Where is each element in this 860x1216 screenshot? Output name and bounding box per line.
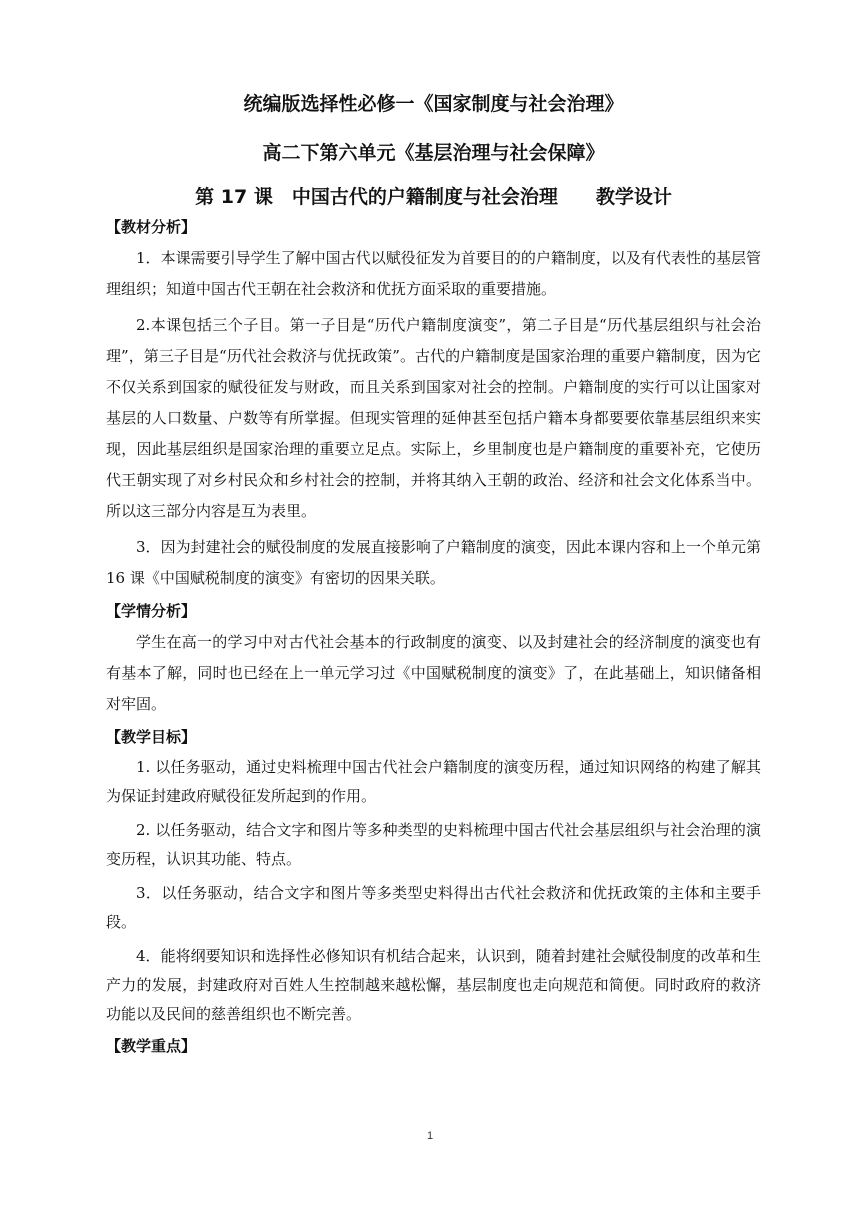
- paragraph: 学生在高一的学习中对古代社会基本的行政制度的演变、以及封建社会的经济制度的演变也有有基本了解，同时也已经在上一单元学习过《中国赋税制度的演变》了，在此基础上，知识储备相对牢固。: [106, 633, 761, 713]
- section-heading: 【学情分析】: [106, 602, 197, 620]
- paragraph: 1．本课需要引导学生了解中国古代以赋役征发为首要目的的户籍制度，以及有代表性的基层管理组织；知道中国古代王朝在社会救济和优抚方面采取的重要措施。: [106, 249, 761, 298]
- page-number: 1: [426, 1130, 434, 1142]
- section-heading: 【教学重点】: [106, 1037, 197, 1055]
- section-heading: 【教材分析】: [106, 218, 197, 236]
- section-heading: 【教学目标】: [106, 728, 197, 746]
- goal-item: 3．以任务驱动，结合文字和图片等多类型史料得出古代社会救济和优抚政策的主体和主要手段。: [106, 884, 761, 931]
- section-key-points: [106, 1034, 761, 1058]
- document-title-main: 统编版选择性必修一《国家制度与社会治理》: [243, 93, 624, 115]
- section-teaching-goals: [106, 725, 761, 1029]
- goal-item: 2. 以任务驱动，结合文字和图片等多种类型的史料梳理中国古代社会基层组织与社会治理的演变历程，认识其功能、特点。: [106, 821, 761, 868]
- document-content: [106, 90, 761, 1062]
- document-title-lesson: 第 17 课 中国古代的户籍制度与社会治理 教学设计: [195, 186, 672, 208]
- paragraph: 3．因为封建社会的赋役制度的发展直接影响了户籍制度的演变，因此本课内容和上一个单元第 16 课《中国赋税制度的演变》有密切的因果关联。: [106, 538, 761, 587]
- section-student-analysis: [106, 599, 761, 720]
- goal-item: 4．能将纲要知识和选择性必修知识有机结合起来，认识到，随着封建社会赋役制度的改革和生产力的发展，封建政府对百姓人生控制越来越松懈，基层制度也走向规范和简便。同时政府的救济功能以及民间的慈善组织也不断完善。: [106, 947, 761, 1023]
- document-title-unit: 高二下第六单元《基层治理与社会保障》: [262, 142, 605, 164]
- section-textbook-analysis: [106, 215, 761, 594]
- goal-item: 1. 以任务驱动，通过史料梳理中国古代社会户籍制度的演变历程，通过知识网络的构建了解其为保证封建政府赋役征发所起到的作用。: [106, 758, 761, 805]
- paragraph: 2.本课包括三个子目。第一子目是“历代户籍制度演变”，第二子目是“历代基层组织与社会治理”，第三子目是“历代社会救济与优抚政策”。古代的户籍制度是国家治理的重要户籍制度，因为它不仅关系到国家的赋役征发与财政，而且关系到国家对社会的控制。户籍制度的实行可以让国家对基层的人口数量、户数等有所掌握。但现实管理的延伸甚至包括户籍本身都要要依靠基层组织来实现，因此基层组织是国家治理的重要立足点。实际上，乡里制度也是户籍制度的重要补充，它使历代王朝实现了对乡村民众和乡村社会的控制，并将其纳入王朝的政治、经济和社会文化体系当中。所以这三部分内容是互为表里。: [106, 316, 761, 520]
